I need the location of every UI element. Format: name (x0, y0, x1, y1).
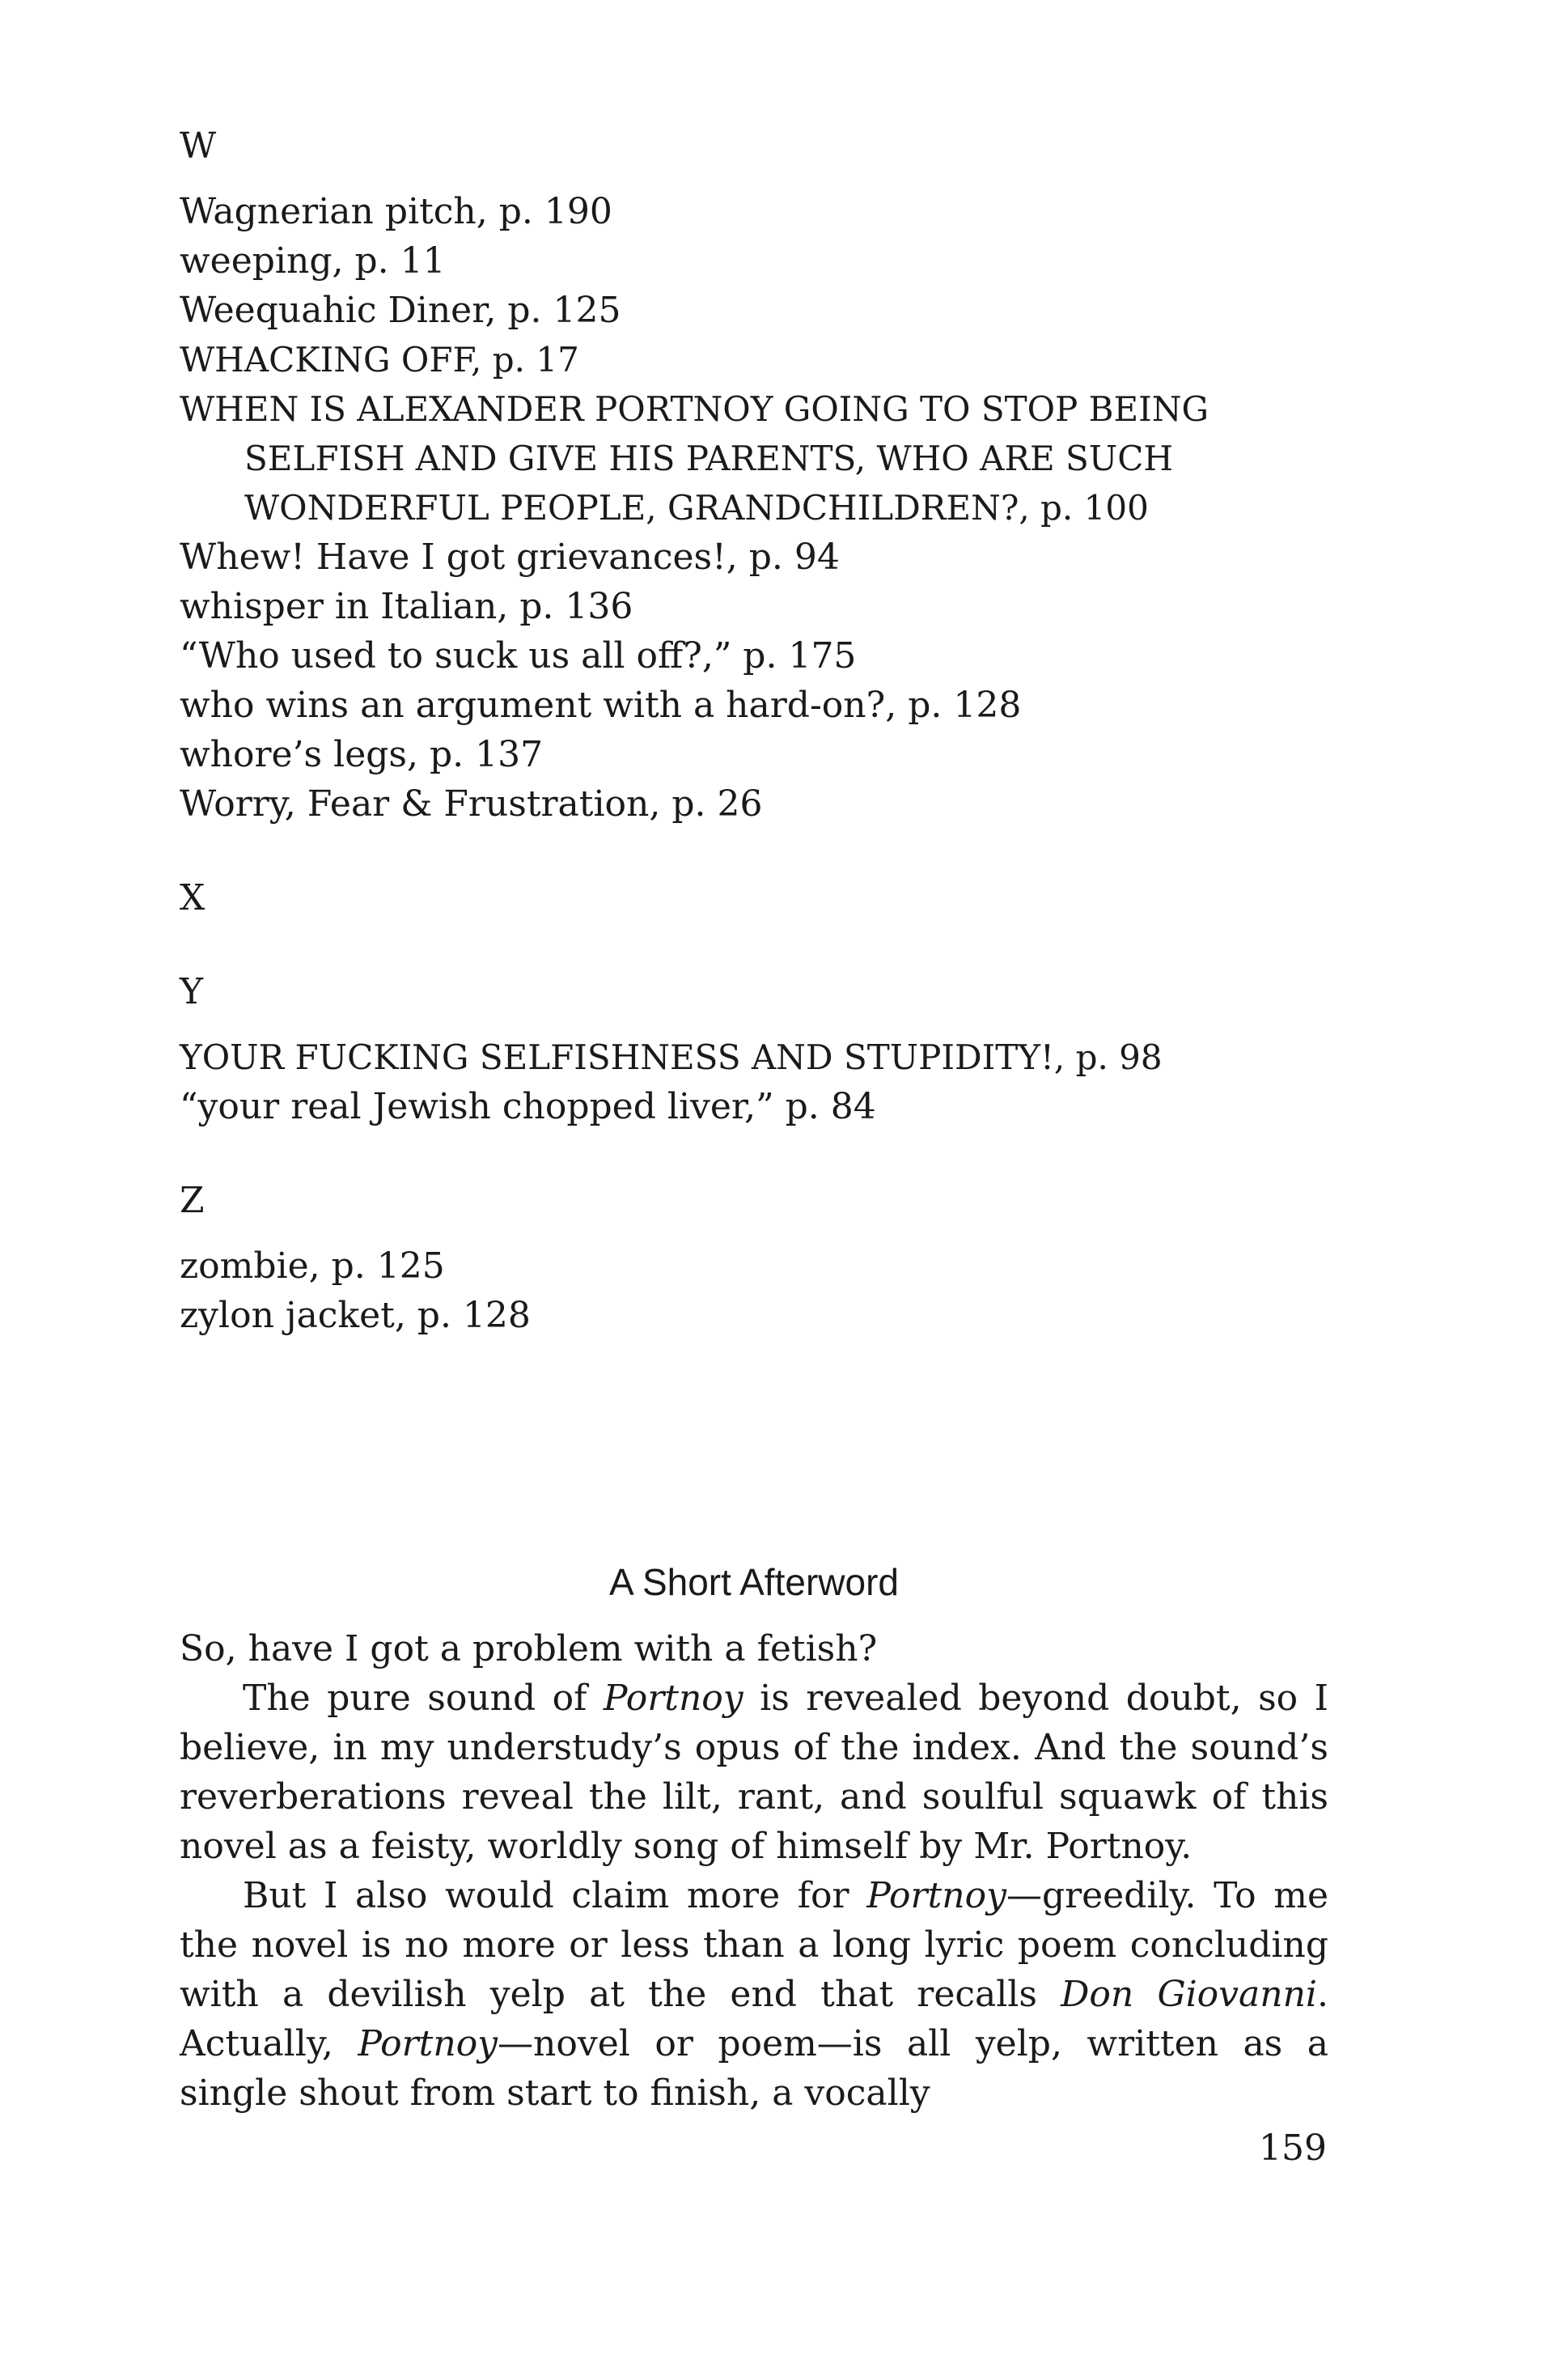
paragraph-text: —novel or poem—is all yelp, written as a single shout from start to finish, a vocally (180, 2023, 1328, 2114)
afterword-title: A Short Afterword (609, 1561, 899, 1603)
afterword-paragraph: So, have I got a problem with a fetish? (180, 1628, 878, 1669)
index-list (180, 121, 1345, 1340)
page-number: 159 (1259, 2128, 1327, 2169)
index-entry: Worry, Fear & Frustration, p. 26 (180, 783, 763, 825)
index-section-y (180, 967, 1345, 1131)
paragraph-text: The pure sound of (243, 1678, 604, 1719)
paragraph-text: But I also would claim more for (243, 1875, 867, 1916)
paragraph-text: . Actually, (180, 1974, 1328, 2064)
index-entry: zombie, p. 125 (180, 1245, 445, 1287)
index-entry: “your real Jewish chopped liver,” p. 84 (180, 1086, 876, 1127)
index-entry: zylon jacket, p. 128 (180, 1295, 531, 1336)
afterword (180, 1558, 1328, 2118)
index-entry: YOUR FUCKING SELFISHNESS AND STUPIDITY!, p. 98 (180, 1037, 1163, 1077)
index-section-z (180, 1176, 1345, 1340)
book-title: Portnoy (358, 2023, 498, 2064)
index-letter-heading: W (180, 125, 217, 167)
index-letter-heading: Z (180, 1180, 205, 1221)
afterword-paragraph (180, 1871, 1328, 2118)
opera-title: Don Giovanni (1061, 1974, 1317, 2015)
paragraph-text: —greedily. To me the novel is no more or less than a long lyric poem concluding with a devilish yelp at the end that recalls (180, 1875, 1329, 2015)
index-letter-heading: Y (180, 971, 204, 1012)
index-entries (180, 1033, 1345, 1131)
index-entry: “Who used to suck us all off?,” p. 175 (180, 635, 857, 677)
index-entries (180, 1241, 1345, 1340)
index-entry: Whew! Have I got grievances!, p. 94 (180, 537, 840, 578)
afterword-paragraph (180, 1674, 1328, 1871)
index-section-x (180, 873, 1345, 923)
index-entry: Wagnerian pitch, p. 190 (180, 191, 612, 232)
index-entry: weeping, p. 11 (180, 240, 446, 282)
book-title: Portnoy (866, 1875, 1006, 1916)
index-entry: Weequahic Diner, p. 125 (180, 290, 621, 331)
index-entry: whore’s legs, p. 137 (180, 734, 544, 775)
index-entry: whisper in Italian, p. 136 (180, 586, 633, 627)
index-letter-heading: X (180, 877, 205, 918)
book-title: Portnoy (603, 1678, 743, 1719)
paragraph-text: is revealed beyond doubt, so I believe, in my understudy’s opus of the index. And the sound’s reverberations reveal the lilt, rant, and soulful squawk of this novel as a feisty, worldly song of himself by Mr. Portnoy. (180, 1678, 1328, 1867)
index-entry: WHACKING OFF, p. 17 (180, 340, 579, 380)
index-entry: who wins an argument with a hard-on?, p. 128 (180, 685, 1022, 726)
index-section-w (180, 121, 1345, 829)
index-entries (180, 187, 1345, 829)
index-entry: WHEN IS ALEXANDER PORTNOY GOING TO STOP BEING SELFISH AND GIVE HIS PARENTS, WHO ARE SUCH WONDERFUL PEOPLE, GRANDCHILDREN?, p. 100 (180, 389, 1209, 528)
